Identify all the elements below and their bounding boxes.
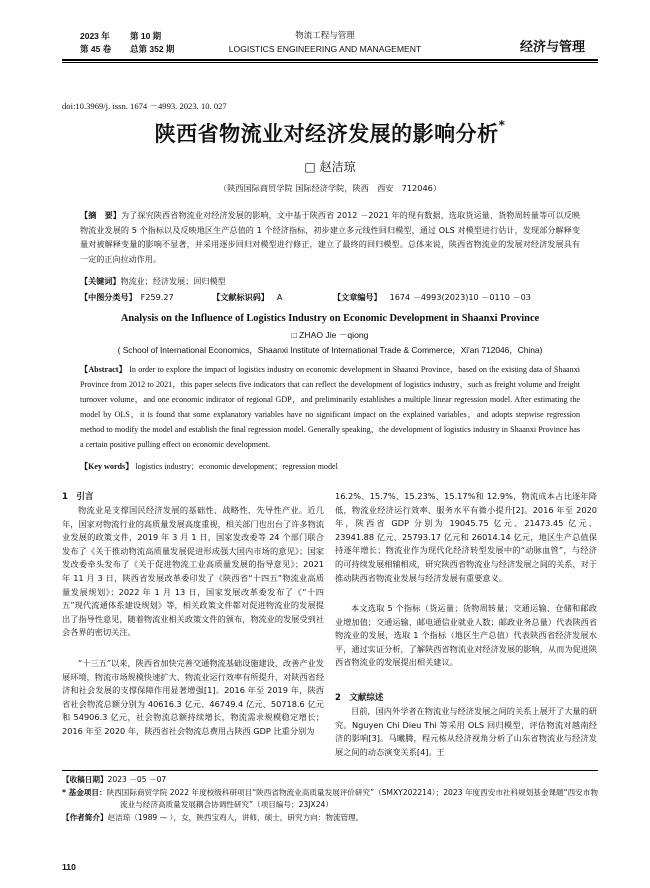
abstract-en bbox=[80, 362, 580, 453]
title-text: 陕西省物流业对经济发展的影响分析 bbox=[154, 122, 499, 146]
fund-label: * 基金项目： bbox=[62, 788, 107, 797]
header-journal-cn: 物流工程与管理 bbox=[295, 31, 355, 41]
header-rule-thin bbox=[62, 62, 598, 63]
keywords-cn-text: 物流业；经济发展；回归模型 bbox=[120, 276, 226, 286]
received-label: 【收稿日期】 bbox=[62, 775, 108, 784]
left-paragraph-1: 物流业是支撑国民经济发展的基础性、战略性、先导性产业。近几年，国家对物流行业的高质量发展高度重视，相关部门也出台了许多物流业发展的政策文件，2019 年 3 月 1 日，国家发改委等 24 个部门联合发布了《关于推动物流高质量发展促进形成强大国内市场的意见》；国家发改委牵头发布了《关于促进物流工业高质量发展的指导意见》；2021 年 11 月 3 日，陕西省发展改革委印发了《陕西省“十四五”物流业高质量发展规划》；2022 年 1 月 13 日，国家发展改革委发布了《“十四五”现代流通体系建设规划》等，相关政策文件都对促进物流业的发展提出了指导性意见，随着物流业相关政策文件的颁布，物流业的发展受到社会各界的密切关注。 bbox=[62, 505, 325, 638]
page-title bbox=[62, 118, 598, 148]
fund-project bbox=[62, 787, 598, 811]
header-journal-en: LOGISTICS ENGINEERING AND MANAGEMENT bbox=[228, 44, 422, 54]
keywords-en bbox=[80, 461, 580, 472]
header-column: 经济与管理 bbox=[520, 40, 586, 55]
section-2-heading: 2 文献综述 bbox=[335, 693, 384, 703]
keywords-en-text: logistics industry；economic development；regression model bbox=[135, 462, 338, 471]
received-value: 2023 －05 －07 bbox=[107, 775, 167, 784]
title-footnote-mark: * bbox=[498, 118, 506, 132]
title-en: Analysis on the Influence of Logistics Industry on Economic Development in Shaanxi Province bbox=[120, 313, 540, 324]
left-paragraph-2: “十三五”以来，陕西省加快完善交通物流基础设施建设，改善产业发展环境，物流市场规模快速扩大、物流业运行效率有所提升，对陕西省经济和社会发展的支撑保障作用显著增强[1]。2016 年至 2019 年，陕西省社会物流总额分别为 40616.3 亿元、46749.4 亿元、50718.6 亿元和 54906.3 亿元，社会物流总额持续增长，物流需求规模稳定增长；2016 年至 2020 年，陕西省社会物流总费用占陕西 GDP 比重分别为 bbox=[62, 658, 325, 736]
section-1-heading: 1 引言 bbox=[62, 492, 94, 502]
doc-code-value: A bbox=[276, 292, 283, 302]
keywords-cn bbox=[80, 276, 580, 287]
right-paragraph-3: 目前，国内外学者在物流业与经济发展之间的关系上展开了大量的研究。Nguyen Chi Dieu Thi 等采用 OLS 回归模型，评估物流对越南经济的影响[3]。马曦腾，程元栋从经济视角分析了山东省物流业与经济发展之间的动态演变关系[4]。王 bbox=[335, 706, 597, 757]
right-paragraph-2: 本文选取 5 个指标（货运量；货物周转量；交通运输、仓储和邮政业增加值；交通运输、邮电通信业就业人数；邮政业务总量）代表陕西省物流业的发展，选取 1 个指标（地区生产总值）代表陕西省经济发展水平，通过实证分析，了解陕西省物流业对经济发展的影响，从而为促进陕西省物流业的发展提出相关建议。 bbox=[335, 603, 598, 668]
author-bio bbox=[62, 812, 598, 824]
author-bio-label: 【作者简介】 bbox=[62, 813, 108, 822]
clc-label: 【中图分类号】 bbox=[80, 292, 137, 302]
author-cn: □ 赵洁琼 bbox=[304, 160, 356, 174]
abstract-cn-text: 为了探究陕西省物流业对经济发展的影响，文中基于陕西省 2012 －2021 年的现有数据，选取货运量、货物周转量等可以反映物流业发展的 5 个指标以及反映地区生产总值的 1 个经济指标，初步建立多元线性回归模型，通过 OLS 对模型进行估计，发现部分解释变量对被解释变量的影响不显著，并采用逐步回归对模型进行修正，建立了最终的回归模型。总体来说，陕西省物流业的发展对经济发展具有一定的正向拉动作用。 bbox=[80, 210, 580, 264]
abstract-en-text: In order to explore the impact of logistics industry on economic development in Shaanxi Province，based on the existing data of Shaanxi Province from 2012 to 2021，this paper selects five indicators that can reflect the development of logistics industry，such as freight volume and freight turnover volume，and one economic indicator of regional GDP，and preliminarily establishes a multiple linear regression model. After estimating the model by OLS，it is found that some explanatory variables have no significant impact on the explained variables，and adopts stepwise regression method to modify the model and establish the final regression model. Generally speaking，the development of logistics industry in Shaanxi Province has a certain positive pulling effect on economic development. bbox=[80, 365, 580, 450]
clc-value: F259.27 bbox=[140, 292, 174, 302]
abstract-cn-label: 【摘 要】 bbox=[80, 210, 121, 220]
author-bio-value: 赵洁琼（1989 — ），女，陕西宝鸡人，讲师，硕士，研究方向：物流管理。 bbox=[107, 813, 364, 822]
right-paragraph-1: 16.2%、15.7%、15.23%、15.17%和 12.9%，物流成本占比逐年降低，物流业经济运行效率、服务水平有微小提升[2]。2016 年至 2020 年，陕西省 GDP 分别为 19045.75 亿元、21473.45 亿元、23941.88 亿元、25793.17 亿元和 26014.14 亿元，地区生产总值保持逐年增长；物流业作为现代化经济转型发展中的“动脉血管”，与经济的可持续发展相辅相成，研究陕西省物流业与经济发展之间的关系，对于推动陕西省物流业发展与经济发展有重要意义。 bbox=[335, 491, 598, 583]
page-number: 110 bbox=[62, 862, 76, 872]
classification-line bbox=[80, 292, 600, 303]
header-rule-thick bbox=[62, 59, 598, 61]
header-year: 2023 年 bbox=[80, 31, 110, 41]
footnote-rule bbox=[62, 770, 598, 771]
received-date bbox=[62, 774, 598, 786]
abstract-en-label: 【Abstract】 bbox=[80, 365, 127, 374]
abstract-cn bbox=[80, 208, 580, 266]
affiliation-en: ( School of International Economics，Shaanxi Institute of International Trade & Commerce，Xi'an 712046，China) bbox=[117, 345, 543, 355]
doc-code-label: 【文献标识码】 bbox=[212, 292, 269, 302]
article-number-value: 1674 －4993(2023)10 －0110 －03 bbox=[389, 292, 531, 302]
article-number-label: 【文章编号】 bbox=[333, 292, 382, 302]
author-en: □ ZHAO Jie －qiong bbox=[291, 330, 369, 340]
keywords-en-label: 【Key words】 bbox=[80, 462, 134, 471]
header-total-issue: 总第 352 期 bbox=[130, 44, 175, 54]
header-volume: 第 45 卷 bbox=[80, 44, 112, 54]
keywords-cn-label: 【关键词】 bbox=[80, 276, 121, 286]
doi: doi:10.3969/j. issn. 1674 －4993. 2023. 10. 027 bbox=[62, 101, 227, 111]
fund-value: 陕西国际商贸学院 2022 年度校级科研项目“陕西省物流业高质量发展评价研究”（SMXY202214）；2023 年度西安市社科规划基金课题“西安市物流业与经济高质量发展耦合协调性研究”（项目编号；23JX24） bbox=[106, 788, 598, 809]
affiliation-cn: （陕西国际商贸学院 国际经济学院，陕西 西安 712046） bbox=[218, 183, 442, 193]
header-issue: 第 10 期 bbox=[130, 31, 162, 41]
